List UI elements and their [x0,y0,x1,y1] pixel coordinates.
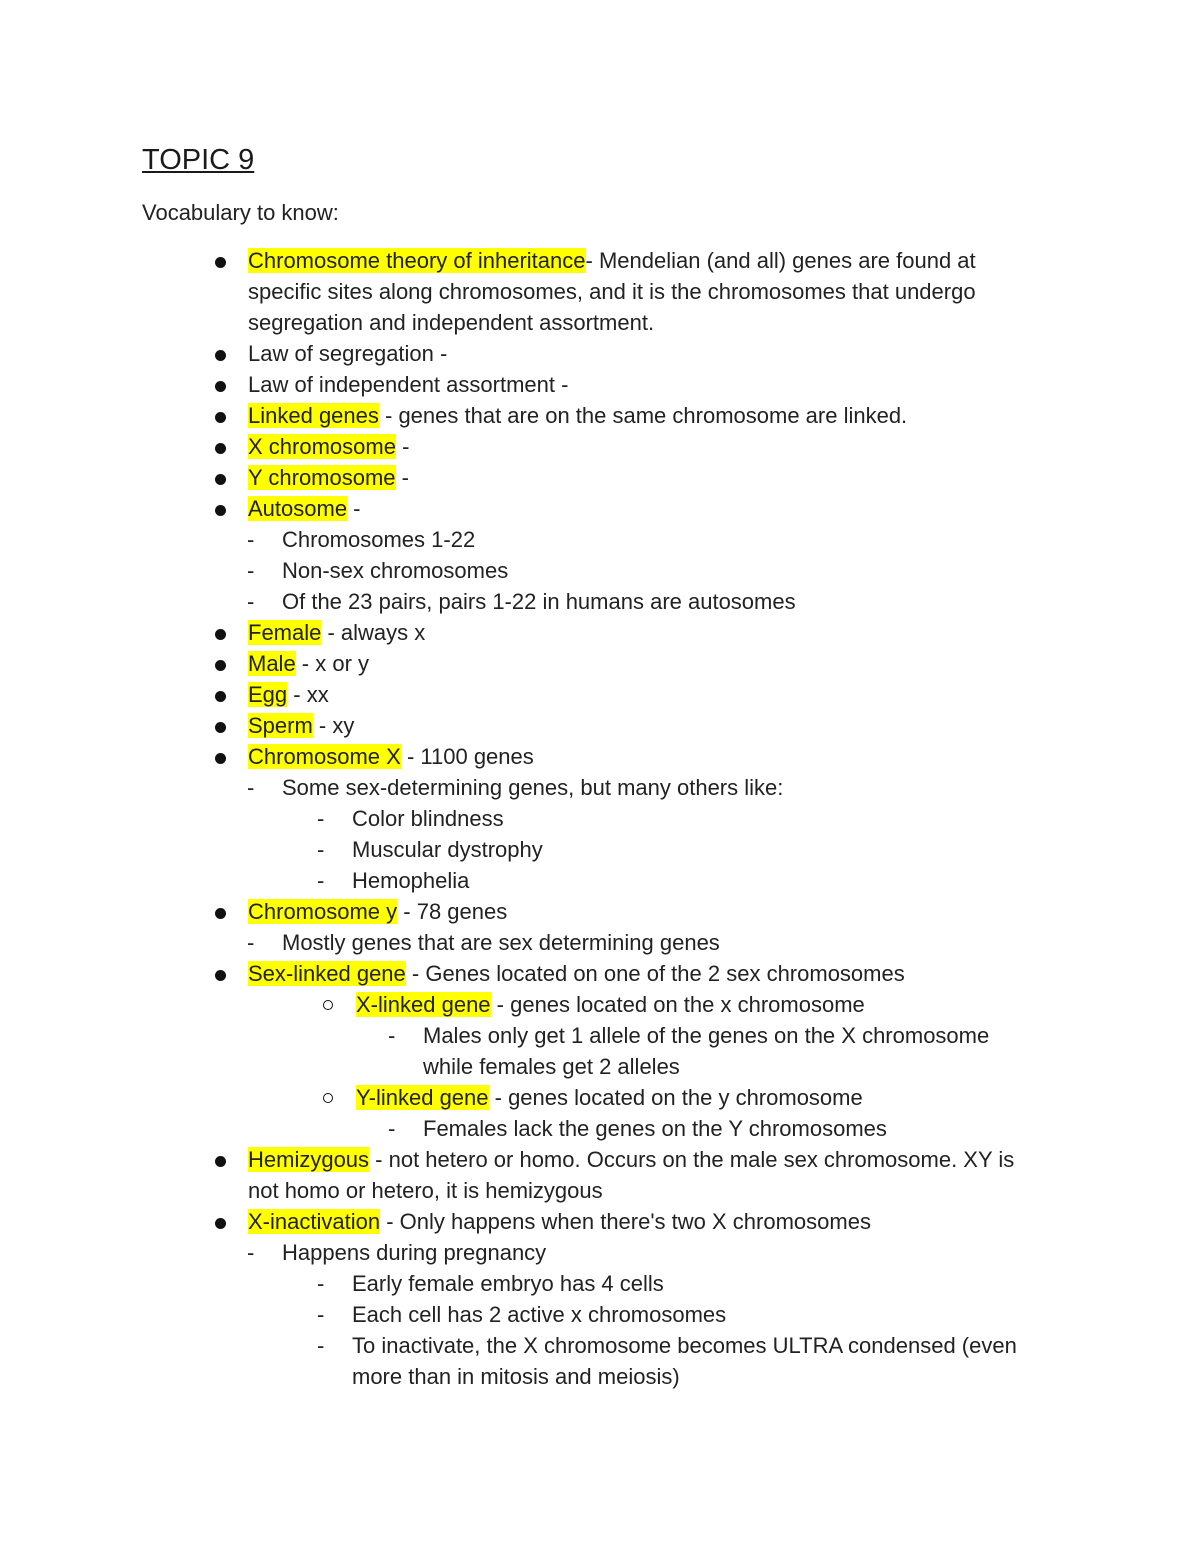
list-item [0,1237,1042,1268]
item-text: Each cell has 2 active x chromosomes [352,1302,727,1327]
list-item [0,989,1046,1020]
item-text: - 78 genes [397,899,508,924]
highlighted-term: X-linked gene [356,992,491,1017]
item-text: - genes located on the x chromosome [490,992,865,1017]
bullet-icon [215,908,226,919]
highlighted-term: Chromosome y [248,899,398,924]
dash-icon: - [317,1302,325,1327]
list-item [0,462,1048,493]
highlighted-term: Male [248,651,296,676]
list-item [0,834,1042,865]
bullet-icon [215,1218,226,1229]
highlighted-term: Autosome [248,496,348,521]
list-item [0,927,1042,958]
item-text: Of the 23 pairs, pairs 1-22 in humans are autosomes [282,589,796,614]
page-title: TOPIC 9 [142,144,255,176]
list-item [0,369,1048,400]
item-text: - genes located on the y chromosome [488,1085,863,1110]
item-text: Hemophelia [352,868,470,893]
highlighted-term: Hemizygous [248,1147,370,1172]
dash-icon: - [247,930,255,955]
item-text: To inactivate, the X chromosome becomes ULTRA condensed (even more than in mitosis and meiosis) [352,1333,1017,1389]
item-text: - [395,434,410,459]
list-item [0,865,1042,896]
list-item [0,555,1042,586]
bullet-icon [215,660,226,671]
bullet-icon [215,629,226,640]
bullet-icon [215,412,226,423]
item-text: Mostly genes that are sex determining genes [282,930,720,955]
dash-icon: - [388,1116,396,1141]
bullet-icon [215,257,226,268]
intro-text: Vocabulary to know: [142,200,339,225]
list-item [0,896,1048,927]
dash-icon: - [317,806,325,831]
bullet-icon [215,381,226,392]
list-item [0,679,1048,710]
list-item [0,648,1048,679]
item-text: Males only get 1 allele of the genes on the X chromosome while females get 2 alleles [423,1023,990,1079]
item-text: - Genes located on one of the 2 sex chromosomes [405,961,905,986]
list-item [0,710,1048,741]
list-item [0,245,1048,338]
dash-icon: - [317,1271,325,1296]
dash-icon: - [247,558,255,583]
hollow-bullet-icon [323,1000,333,1010]
item-text: - Only happens when there's two X chromosomes [380,1209,871,1234]
item-text: - xx [287,682,329,707]
dash-icon: - [247,1240,255,1265]
bullet-icon [215,1156,226,1167]
highlighted-term: Y-linked gene [356,1085,489,1110]
highlighted-term: Chromosome X [248,744,401,769]
item-text: - Mendelian (and all) genes are found at specific sites along chromosomes, and it is the chromosomes that undergo segregation and independent assortment. [248,248,976,335]
highlighted-term: Chromosome theory of inheritance [248,248,586,273]
dash-icon: - [317,868,325,893]
list-item [0,617,1048,648]
item-text: Early female embryo has 4 cells [352,1271,664,1296]
highlighted-term: Sperm [248,713,313,738]
list-item [0,493,1048,524]
list-item [0,586,1042,617]
list-item [0,431,1048,462]
highlighted-term: Egg [248,682,288,707]
item-text: Females lack the genes on the Y chromosomes [423,1116,887,1141]
bullet-icon [215,474,226,485]
list-item [0,1268,1042,1299]
item-text: Muscular dystrophy [352,837,543,862]
list-item [0,524,1042,555]
item-text: - always x [321,620,426,645]
dash-icon: - [388,1023,396,1048]
item-text: - [347,496,361,521]
list-item [0,1113,1043,1144]
item-text: - 1100 genes [400,744,534,769]
list-item [0,1144,1048,1206]
item-text: Some sex-determining genes, but many others like: [282,775,784,800]
dash-icon: - [317,837,325,862]
list-item [0,1206,1048,1237]
bullet-icon [215,970,226,981]
item-text: - [395,465,409,490]
bullet-icon [215,350,226,361]
item-text: Non-sex chromosomes [282,558,509,583]
list-item [0,1330,1042,1392]
list-item [0,338,1048,369]
item-text: - genes that are on the same chromosome are linked. [378,403,908,428]
dash-icon: - [247,589,255,614]
bullet-icon [215,443,226,454]
highlighted-term: Sex-linked gene [248,961,406,986]
item-text: Chromosomes 1-22 [282,527,476,552]
item-text: Law of segregation - [248,341,448,366]
bullet-icon [215,753,226,764]
dash-icon: - [247,527,255,552]
item-text: - x or y [295,651,370,676]
item-text: Color blindness [352,806,504,831]
bullet-icon [215,691,226,702]
highlighted-term: Female [248,620,322,645]
dash-icon: - [247,775,255,800]
dash-icon: - [317,1333,325,1358]
list-item [0,741,1048,772]
hollow-bullet-icon [323,1093,333,1103]
item-text: Happens during pregnancy [282,1240,547,1265]
list-item [0,1082,1046,1113]
list-item [0,1020,1043,1082]
list-item [0,958,1048,989]
list-item [0,803,1042,834]
item-text: - xy [312,713,355,738]
vocabulary-list [0,245,1200,1392]
item-text: Law of independent assortment - [248,372,569,397]
bullet-icon [215,505,226,516]
highlighted-term: Linked genes [248,403,379,428]
item-text: - not hetero or homo. Occurs on the male sex chromosome. XY is not homo or hetero, it is hemizygous [248,1147,1015,1203]
highlighted-term: Y chromosome [248,465,396,490]
highlighted-term: X-inactivation [248,1209,381,1234]
highlighted-term: X chromosome [248,434,396,459]
list-item [0,400,1048,431]
list-item [0,772,1042,803]
bullet-icon [215,722,226,733]
list-item [0,1299,1042,1330]
